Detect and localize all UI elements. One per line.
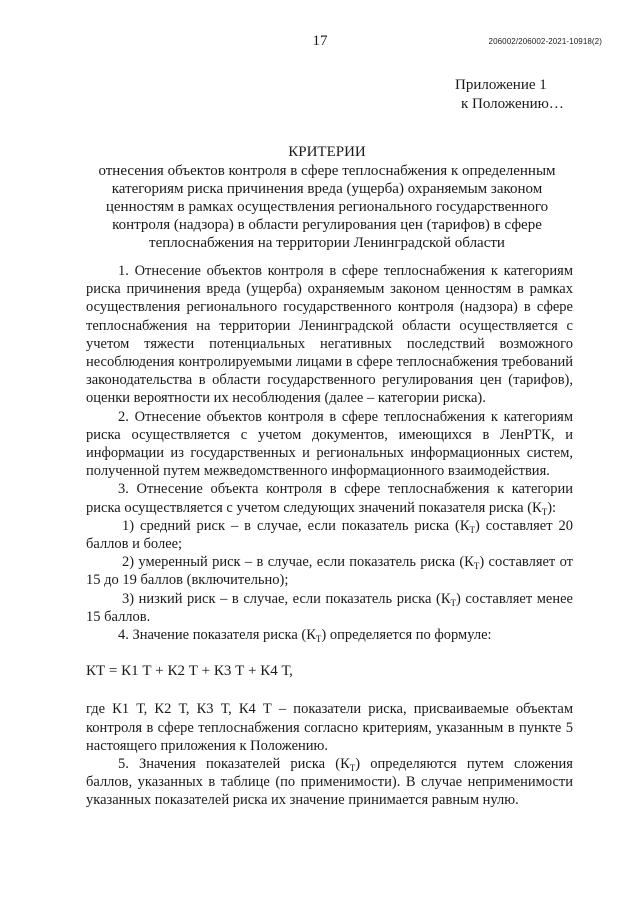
risk-item-moderate — [86, 553, 573, 589]
paragraph-3-end: ): — [547, 499, 557, 516]
paragraph-4-b: ) определяется по формуле: — [321, 627, 492, 644]
paragraph-5-a: 5. Значения показателей риска (К — [118, 756, 350, 773]
risk-item-moderate-a: 2) умеренный риск – в случае, если показатель риска (К — [122, 554, 474, 571]
paragraph-3-text: 3. Отнесение объекта контроля в сфере теплоснабжения к категории риска осуществляется с учетом следующих значений показателя риска (К — [86, 481, 573, 516]
risk-item-low-b: ) составляет менее 15 баллов. — [86, 590, 573, 625]
paragraph-4 — [86, 626, 573, 644]
risk-item-low — [86, 590, 573, 626]
paragraph-5-b: ) определяются путем сложения баллов, указанных в таблице (по применимости). В случае неприменимости указанных показателей риска их значение принимается равным нулю. — [86, 756, 573, 809]
document-subtitle: отнесения объектов контроля в сфере теплоснабжения к определенным категориям риска причинения вреда (ущерба) охраняемым законом ценностям в рамках осуществления регионального государственного контроля (надзора) в области регулирования цен (тарифов) в сфере теплоснабжения на территории Ленинградской области — [98, 163, 556, 251]
subscript-t: Т — [450, 597, 456, 608]
appendix-note — [455, 76, 564, 114]
paragraph-4-a: 4. Значение показателя риска (К — [118, 627, 316, 644]
paragraph-5 — [86, 755, 573, 810]
document-heading: КРИТЕРИИ — [288, 144, 366, 160]
document-body — [86, 262, 573, 810]
page-number: 17 — [312, 33, 328, 49]
document-code: 206002/206002-2021-10918(2) — [488, 37, 602, 46]
subscript-t: Т — [315, 634, 322, 645]
risk-item-medium-a: 1) средний риск – в случае, если показатель риска (К — [122, 517, 470, 534]
risk-item-medium — [86, 517, 573, 553]
risk-formula: КТ = К1 Т + К2 Т + К3 Т + К4 Т, — [86, 663, 293, 680]
risk-item-low-a: 3) низкий риск – в случае, если показатель риска (К — [122, 590, 451, 607]
paragraph-3 — [86, 480, 573, 516]
paragraph-1: 1. Отнесение объектов контроля в сфере теплоснабжения к категориям риска причинения вреда (ущерба) охраняемым законом ценностям в рамках осуществления регионального государственного контроля (надзора) в сфере теплоснабжения на территории Ленинградской области осуществляется с учетом тяжести потенциальных негативных последствий возможного несоблюдения контролируемыми лицами в сфере теплоснабжения требований законодательства в области государственного регулирования цен (тарифов), оценки вероятности их несоблюдения (далее – категории риска). — [86, 263, 573, 407]
appendix-line-2: к Положению… — [461, 96, 564, 112]
subscript-t: Т — [473, 561, 480, 572]
subscript-t: Т — [469, 524, 476, 535]
paragraph-2: 2. Отнесение объектов контроля в сфере теплоснабжения к категориям риска осуществляется с учетом документов, имеющихся в ЛенРТК, и информации из государственных и региональных информационных систем, полученной путем межведомственного информационного взаимодействия. — [86, 408, 573, 480]
risk-item-medium-b: ) составляет 20 баллов и более; — [86, 517, 574, 553]
formula-explanation: где К1 Т, К2 Т, К3 Т, К4 Т – показатели риска, присваиваемые объектам контроля в сфере теплоснабжения согласно критериям, указанным в пункте 5 настоящего приложения к Положению. — [86, 701, 573, 754]
title-block — [80, 143, 574, 252]
subscript-t: Т — [541, 506, 548, 517]
risk-item-moderate-b: ) составляет от 15 до 19 баллов (включительно); — [86, 554, 573, 589]
subscript-t: Т — [349, 763, 356, 774]
appendix-line-1: Приложение 1 — [455, 77, 547, 93]
